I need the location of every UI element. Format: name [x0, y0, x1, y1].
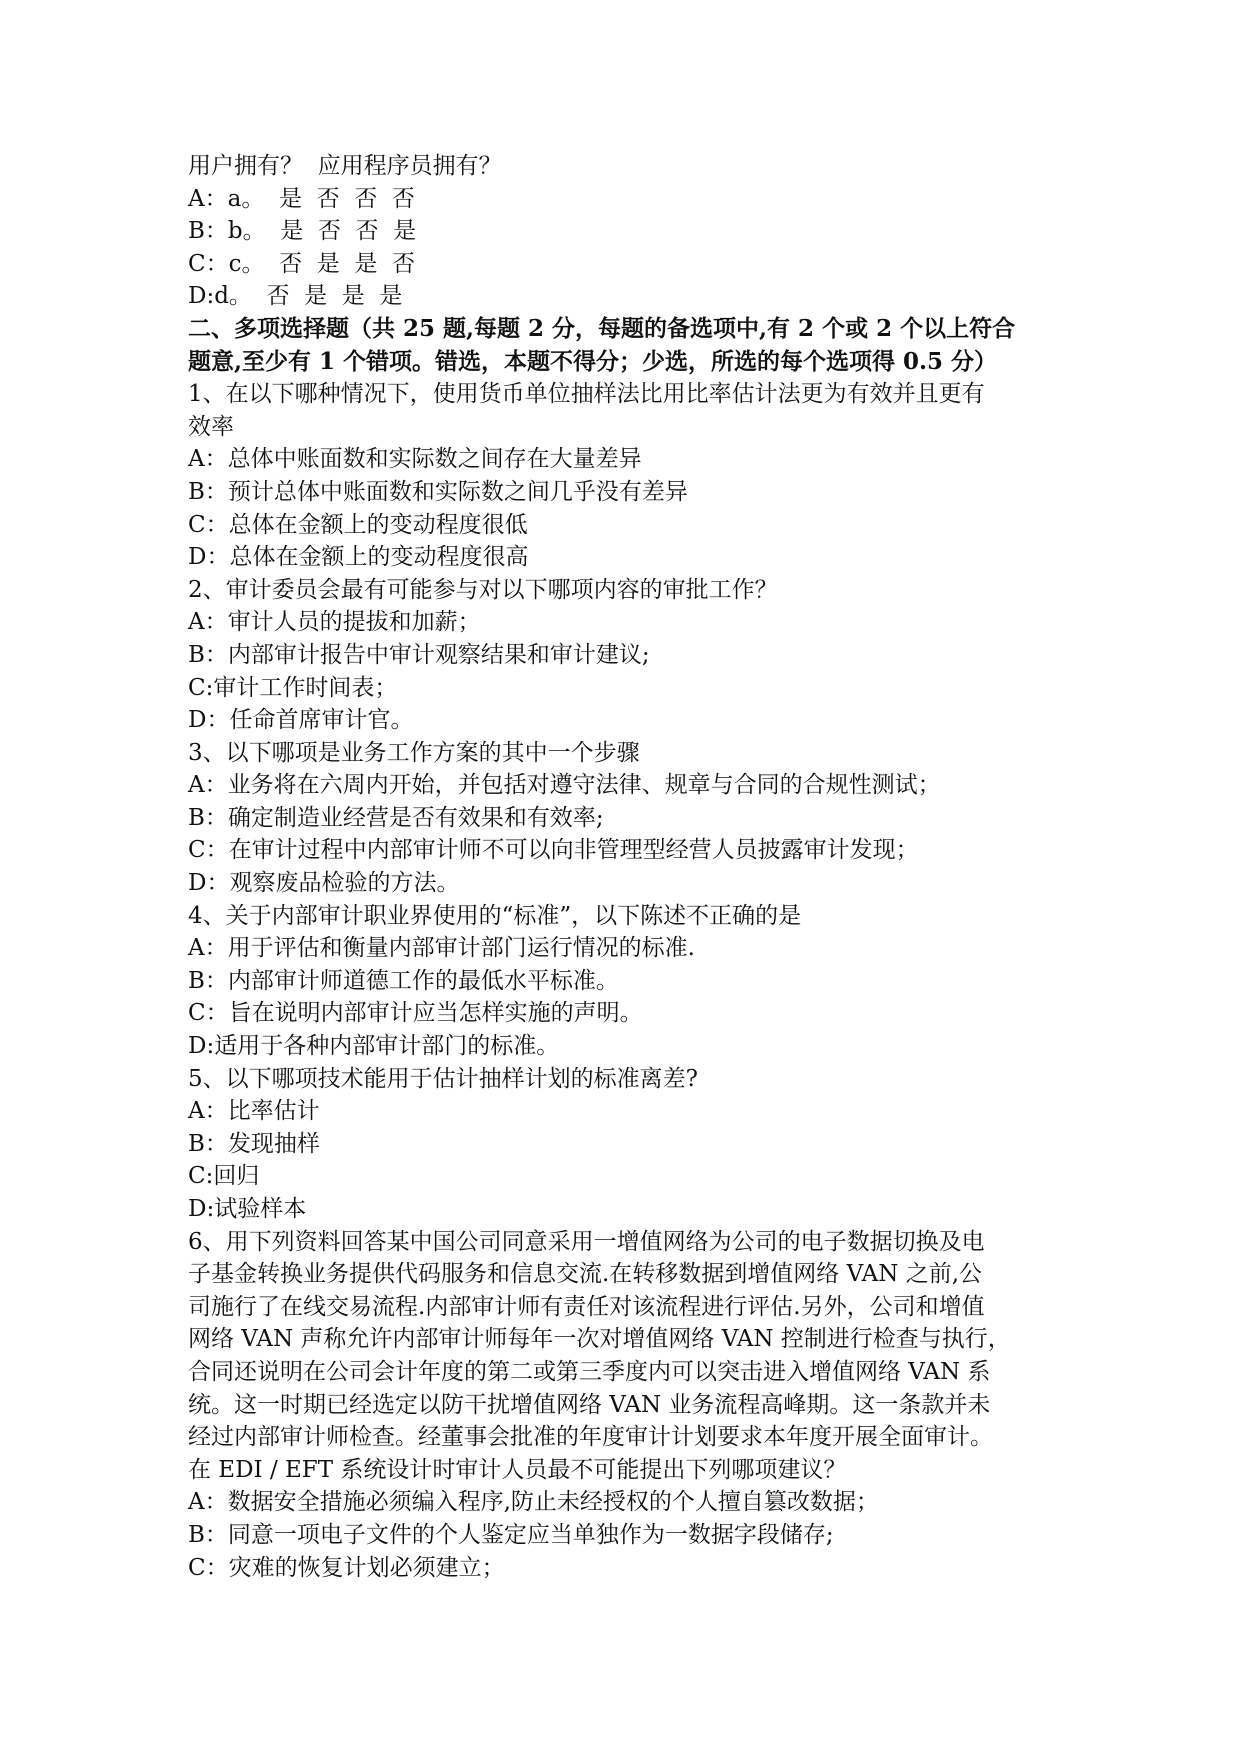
question-stem-cont: 在 EDI / EFT 系统设计时审计人员最不可能提出下列哪项建议？: [188, 1456, 847, 1483]
option-line: A：数据安全措施必须编入程序,防止未经授权的个人擅自篡改数据；: [188, 1489, 879, 1516]
section-heading-cont: 题意,至少有 1 个错项。错选，本题不得分；少选，所选的每个选项得 0.5 分）: [188, 347, 998, 375]
option-line: C：在审计过程中内部审计师不可以向非管理型经营人员披露审计发现；: [188, 837, 919, 864]
option-line: B：同意一项电子文件的个人鉴定应当单独作为一数据字段储存;: [188, 1521, 834, 1548]
option-line: D:适用于各种内部审计部门的标准。: [188, 1033, 560, 1060]
question-stem-cont: 经过内部审计师检查。经董事会批准的年度审计计划要求本年度开展全面审计。: [188, 1424, 993, 1451]
option-line: C：旨在说明内部审计应当怎样实施的声明。: [188, 1000, 643, 1027]
question-stem: 5、以下哪项技术能用于估计抽样计划的标准离差?: [188, 1065, 698, 1092]
question-stem-cont: 网络 VAN 声称允许内部审计师每年一次对增值网络 VAN 控制进行检查与执行，: [188, 1326, 1011, 1353]
question-stem: 4、关于内部审计职业界使用的“标准”，以下陈述不正确的是: [188, 902, 802, 929]
option-line: D：总体在金额上的变动程度很高: [188, 544, 529, 571]
section-heading: 二、多项选择题（共 25 题,每题 2 分，每题的备选项中,有 2 个或 2 个以上符合: [188, 314, 1016, 342]
option-line: C:审计工作时间表；: [188, 674, 398, 701]
option-line: C：总体在金额上的变动程度很低: [188, 511, 528, 538]
question-stem-cont: 统。这一时期已经选定以防干扰增值网络 VAN 业务流程高峰期。这一条款并未: [188, 1391, 991, 1418]
question-stem-cont: 子基金转换业务提供代码服务和信息交流.在转移数据到增值网络 VAN 之前,公: [188, 1261, 983, 1288]
option-line: B：预计总体中账面数和实际数之间几乎没有差异: [188, 478, 688, 505]
document-page: [188, 150, 1068, 1584]
option-line: A：比率估计: [188, 1098, 320, 1125]
option-line: B：发现抽样: [188, 1130, 320, 1157]
question-stem: 1、在以下哪种情况下，使用货币单位抽样法比用比率估计法更为有效并且更有: [188, 381, 985, 408]
text-line: 用户拥有？ 应用程序员拥有？: [188, 153, 502, 179]
option-line: D：观察废品检验的方法。: [188, 870, 460, 897]
option-line: D:d。 否 是 是 是: [188, 283, 403, 310]
question-stem: 3、以下哪项是业务工作方案的其中一个步骤: [188, 739, 640, 766]
option-line: A：用于评估和衡量内部审计部门运行情况的标准.: [188, 935, 695, 962]
option-line: D:试验样本: [188, 1196, 307, 1222]
option-line: A：总体中账面数和实际数之间存在大量差异: [188, 446, 642, 473]
option-line: B：内部审计师道德工作的最低水平标准。: [188, 967, 619, 994]
option-line: C:回归: [188, 1163, 260, 1190]
option-line: A：审计人员的提拔和加薪；: [188, 609, 481, 636]
question-stem-cont: 效率: [188, 413, 234, 440]
question-stem: 6、用下列资料回答某中国公司同意采用一增值网络为公司的电子数据切换及电: [188, 1228, 985, 1255]
option-line: A：业务将在六周内开始，并包括对遵守法律、规章与合同的合规性测试；: [188, 772, 941, 799]
question-stem-cont: 合同还说明在公司会计年度的第二或第三季度内可以突击进入增值网络 VAN 系: [188, 1358, 991, 1385]
option-line: B：内部审计报告中审计观察结果和审计建议;: [188, 641, 650, 668]
option-line: B：确定制造业经营是否有效果和有效率;: [188, 804, 604, 831]
option-line: B：b。 是 否 否 是: [188, 218, 417, 245]
option-line: C：c。 否 是 是 否: [188, 250, 415, 277]
question-stem-cont: 司施行了在线交易流程.内部审计师有责任对该流程进行评估.另外，公司和增值: [188, 1293, 985, 1320]
option-line: D：任命首席审计官。: [188, 707, 414, 734]
option-line: A：a。 是 否 否 否: [188, 185, 415, 212]
option-line: C：灾难的恢复计划必须建立；: [188, 1554, 505, 1581]
question-stem: 2、审计委员会最有可能参与对以下哪项内容的审批工作？: [188, 576, 778, 603]
